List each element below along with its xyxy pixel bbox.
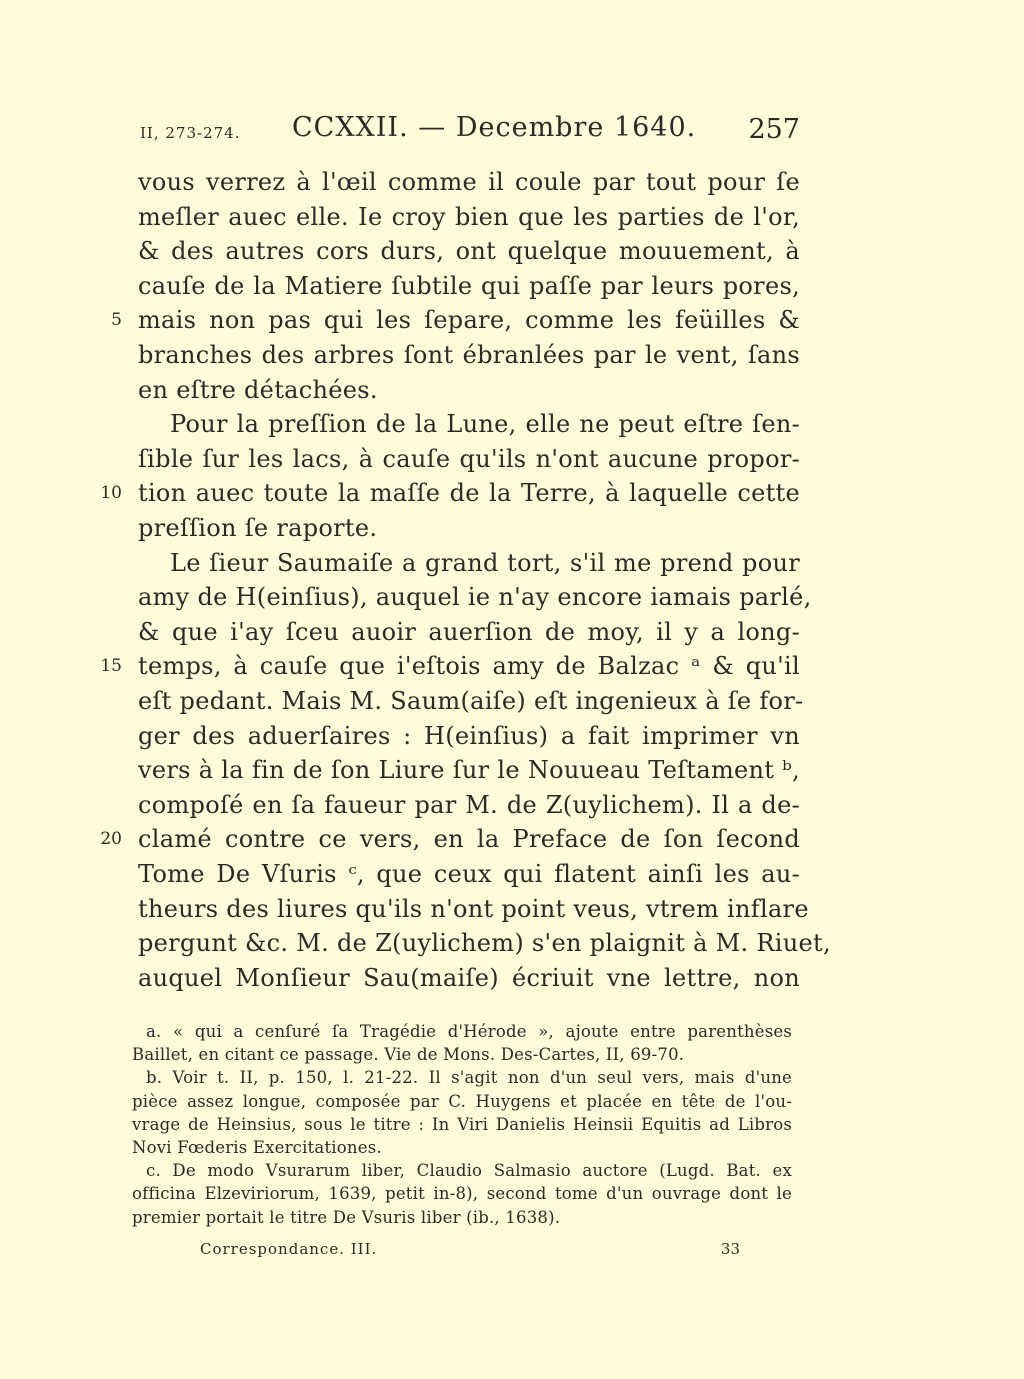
text-line: preſſion ſe raporte.	[138, 514, 378, 542]
text-line: tion auec toute la maſſe de la Terre, à laquelle cette	[138, 479, 800, 507]
footnote-line: c. De modo Vsurarum liber, Claudio Salmasio auctore (Lugd. Bat. ex	[146, 1161, 792, 1180]
text-line: amy de H(einſius), auquel ie n'ay encore iamais parlé,	[138, 583, 812, 611]
line-number: 15	[100, 656, 122, 676]
line-number: 20	[100, 829, 122, 849]
page-number: 257	[748, 114, 800, 145]
text-line: mais non pas qui les ſepare, comme les feüilles &	[138, 306, 800, 334]
text-line: vers à la fin de ſon Liure ſur le Nouueau Teſtament ᵇ,	[138, 756, 800, 784]
footnote-line: b. Voir t. II, p. 150, l. 21-22. Il s'agit non d'un seul vers, mais d'une	[146, 1068, 792, 1087]
text-line: vous verrez à l'œil comme il coule par tout pour ſe	[138, 168, 800, 196]
text-line: auquel Monſieur Sau(maiſe) écriuit vne lettre, non	[138, 964, 800, 992]
header-volume-reference: II, 273-274.	[140, 124, 241, 142]
text-line: theurs des liures qu'ils n'ont point veus, vtrem inflare	[138, 895, 809, 923]
line-number: 5	[111, 310, 122, 330]
text-line: Pour la preſſion de la Lune, elle ne peut eſtre ſen-	[170, 410, 800, 438]
text-line: temps, à cauſe que i'eſtois amy de Balzac ᵃ & qu'il	[138, 652, 800, 680]
footnote-line: pièce assez longue, composée par C. Huygens et placée en tête de l'ou-	[132, 1092, 792, 1111]
text-line: en eſtre détachées.	[138, 376, 378, 404]
text-line: Le ſieur Saumaiſe a grand tort, s'il me prend pour	[170, 549, 800, 577]
line-number: 10	[100, 483, 122, 503]
footnote-line: premier portait le titre De Vsuris liber (ib., 1638).	[132, 1208, 561, 1227]
text-line: ger des aduerſaires : H(einſius) a fait imprimer vn	[138, 722, 800, 750]
text-line: meſler auec elle. Ie croy bien que les parties de l'or,	[138, 203, 800, 231]
footnote-line: a. « qui a cenſuré ſa Tragédie d'Hérode », ajoute entre parenthèses	[146, 1022, 792, 1041]
text-line: & que i'ay ſceu auoir auerſion de moy, il y a long-	[138, 618, 800, 646]
footnote-line: officina Elzeviriorum, 1639, petit in-8), second tome d'un ouvrage dont le	[132, 1184, 792, 1203]
running-header	[140, 112, 800, 152]
footnote-line: Baillet, en citant ce passage. Vie de Mons. Des-Cartes, II, 69-70.	[132, 1045, 685, 1064]
page-footer	[200, 1240, 740, 1264]
footer-collection-title: Correspondance. III.	[200, 1240, 378, 1258]
text-line: branches des arbres ſont ébranlées par le vent, ſans	[138, 341, 800, 369]
text-line: & des autres cors durs, ont quelque mouuement, à	[138, 237, 800, 265]
text-line: clamé contre ce vers, en la Preface de ſon ſecond	[138, 825, 800, 853]
text-line: ſible ſur les lacs, à cauſe qu'ils n'ont aucune propor-	[138, 445, 800, 473]
footnote-line: Novi Fœderis Exercitationes.	[132, 1138, 382, 1157]
text-line: compoſé en ſa faueur par M. de Z(uylichem). Il a de-	[138, 791, 800, 819]
text-line: Tome De Vſuris ᶜ, que ceux qui flatent ainſi les au-	[138, 860, 800, 888]
text-line: pergunt &c. M. de Z(uylichem) s'en plaignit à M. Riuet,	[138, 929, 831, 957]
footnote-line: vrage de Heinsius, sous le titre : In Viri Danielis Heinsii Equitis ad Libros	[132, 1115, 792, 1134]
text-line: eſt pedant. Mais M. Saum(aiſe) eſt ingenieux à ſe for-	[138, 687, 804, 715]
text-line: cauſe de la Matiere ſubtile qui paſſe par leurs pores,	[138, 272, 800, 300]
footer-signature-mark: 33	[720, 1240, 740, 1258]
header-letter-title: CCXXII. — Decembre 1640.	[292, 112, 697, 143]
